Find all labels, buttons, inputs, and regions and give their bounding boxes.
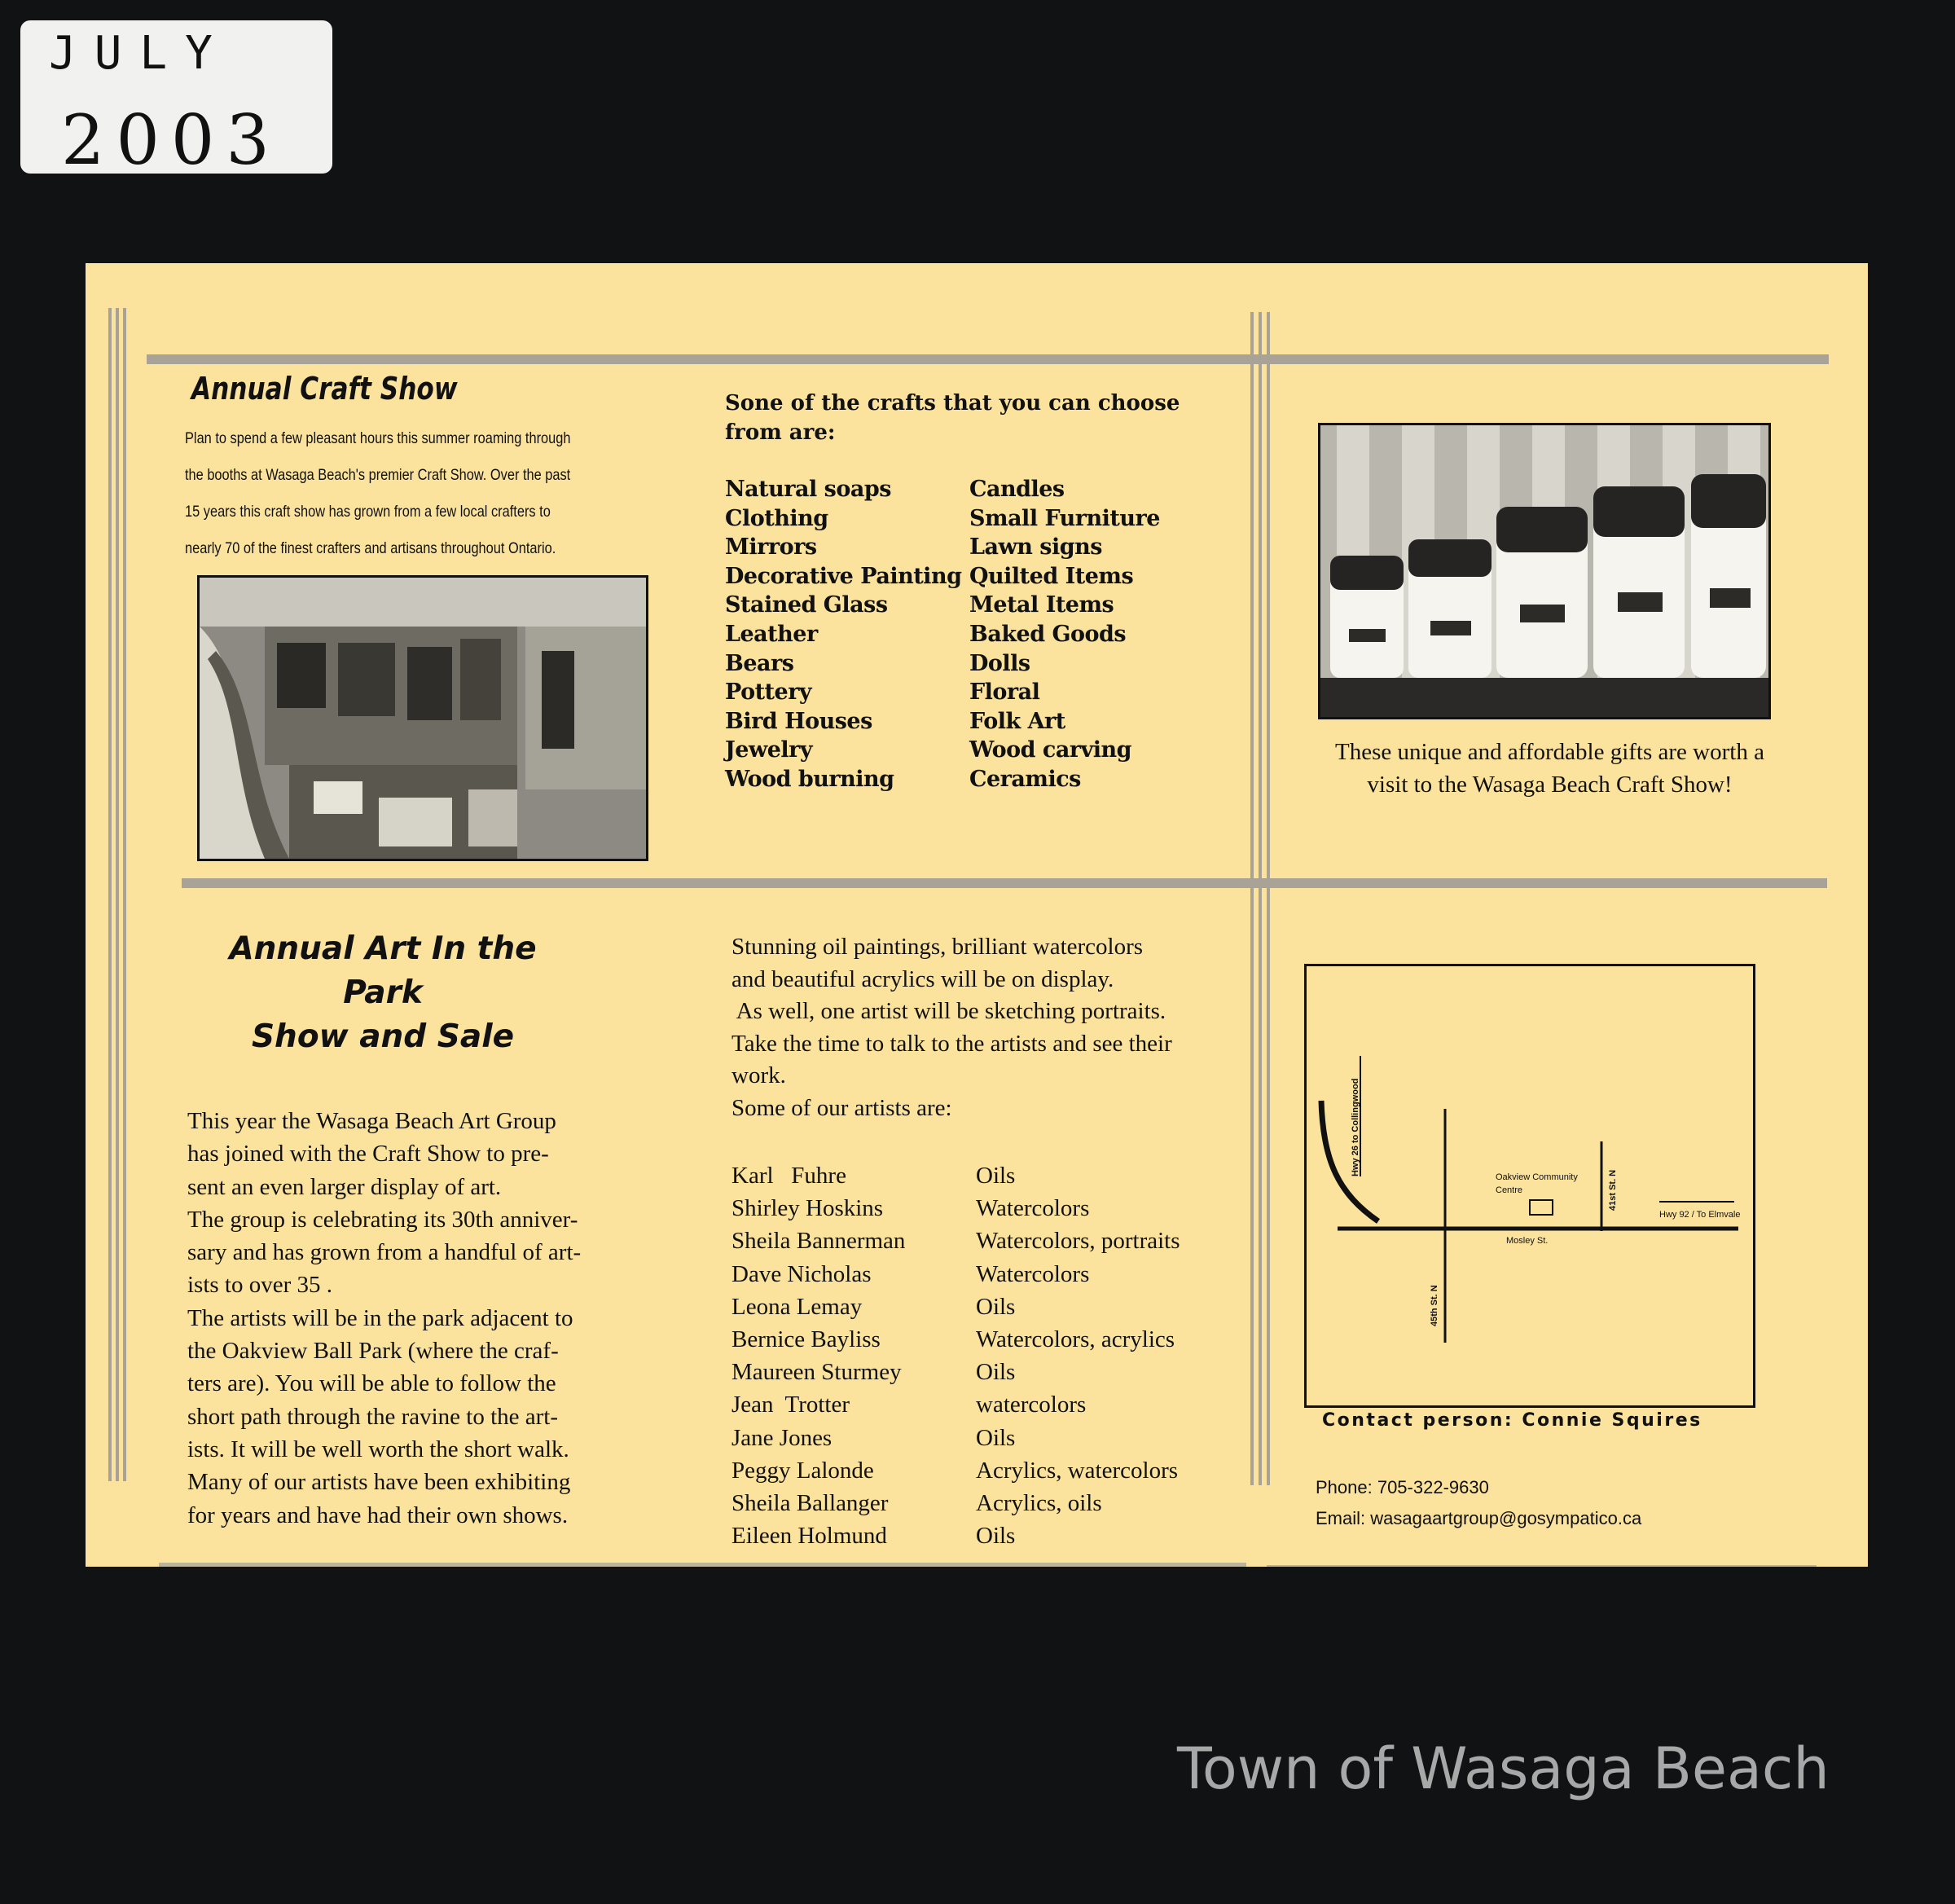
date-year: 2003 (61, 100, 281, 180)
map-label: Mosley St. (1506, 1236, 1549, 1246)
artist-medium: Acrylics, oils (976, 1490, 1102, 1517)
brochure-sheet (86, 263, 1868, 1567)
oakview-centre-marker (1530, 1200, 1553, 1215)
list-item (731, 1258, 1237, 1291)
list-item (731, 1454, 1237, 1487)
artist-name: Eileen Holmund (731, 1523, 887, 1550)
art-title-line: Annual Art In the (229, 930, 537, 967)
fold-line (1267, 312, 1270, 1485)
list-item: Small Furniture (969, 505, 1160, 531)
list-item: Quilted Items (969, 563, 1134, 589)
artists-list (731, 1159, 1237, 1552)
list-item: Folk Art (969, 708, 1065, 734)
map-label: Oakview Community (1496, 1172, 1578, 1182)
map-label: Hwy 26 to Collingwood (1351, 1078, 1360, 1176)
top-border (147, 354, 1829, 364)
body-line: for years and have had their own shows. (187, 1502, 569, 1528)
date-sticker (20, 20, 332, 180)
body-line: the Oakview Ball Park (where the craf- (187, 1338, 559, 1365)
hwy26-road (1321, 1101, 1378, 1221)
body-line: ists. It will be well worth the short walk. (187, 1436, 569, 1462)
craft-show-intro (185, 420, 664, 567)
artist-medium: watercolors (976, 1392, 1087, 1418)
list-item: Lawn signs (969, 534, 1102, 561)
artist-name: Sheila Bannerman (731, 1228, 906, 1255)
list-item (731, 1225, 1237, 1257)
list-item (731, 1291, 1237, 1323)
list-item: Mirrors (725, 534, 817, 561)
display-line: Take the time to talk to the artists and see their (731, 1030, 1172, 1057)
artist-name: Karl Fuhre (731, 1163, 846, 1189)
list-item (731, 1487, 1237, 1519)
art-show-title (224, 927, 542, 1059)
artist-medium: Watercolors (976, 1260, 1090, 1287)
body-line: The group is celebrating its 30th anniver- (187, 1206, 578, 1233)
artist-medium: Oils (976, 1293, 1016, 1320)
artist-name: Jane Jones (731, 1424, 833, 1451)
artist-medium: Acrylics, watercolors (976, 1457, 1179, 1484)
list-item: Decorative Painting (725, 563, 962, 589)
body-line: has joined with the Craft Show to pre- (187, 1141, 549, 1167)
bottom-border (159, 1563, 1246, 1567)
artist-medium: Watercolors (976, 1195, 1090, 1222)
list-item (731, 1519, 1237, 1552)
body-line: ists to over 35 . (187, 1272, 333, 1299)
list-item: Clothing (725, 505, 828, 531)
intro-line: Plan to spend a few pleasant hours this summer roaming through (185, 429, 571, 447)
art-show-body (187, 1105, 644, 1532)
location-map (1304, 964, 1755, 1408)
fold-line (1259, 312, 1262, 1485)
map-label: Hwy 92 / To Elmvale (1659, 1210, 1741, 1220)
artist-medium: Oils (976, 1424, 1016, 1451)
artist-name: Dave Nicholas (731, 1260, 872, 1287)
left-border-line (116, 308, 119, 1481)
list-item: Stained Glass (725, 592, 888, 618)
list-item (731, 1192, 1237, 1225)
contact-phone: Phone: 705-322-9630 (1316, 1477, 1489, 1497)
list-item: Floral (969, 679, 1040, 706)
artist-medium: Watercolors, portraits (976, 1228, 1180, 1255)
list-item: Dolls (969, 650, 1030, 676)
display-line: Some of our artists are: (731, 1094, 952, 1121)
list-item: Metal Items (969, 592, 1114, 618)
display-description (731, 931, 1269, 1124)
list-item: Baked Goods (969, 621, 1127, 647)
body-line: The artists will be in the park adjacent to (187, 1304, 573, 1331)
list-item: Wood burning (725, 766, 894, 792)
artist-name: Maureen Sturmey (731, 1359, 902, 1386)
list-item: Natural soaps (725, 477, 891, 502)
list-item (731, 1159, 1237, 1192)
intro-line: nearly 70 of the finest crafters and artisans throughout Ontario. (185, 539, 556, 557)
bottom-border (1267, 1565, 1817, 1567)
canisters-photo (1318, 423, 1771, 719)
body-line: Many of our artists have been exhibiting (187, 1469, 571, 1496)
craft-show-title: Annual Craft Show (191, 371, 458, 407)
artist-medium: Oils (976, 1523, 1016, 1550)
body-line: sary and has grown from a handful of art- (187, 1239, 582, 1266)
intro-line: 15 years this craft show has grown from a few local crafters to (185, 503, 551, 521)
list-item (731, 1356, 1237, 1388)
artist-name: Leona Lemay (731, 1293, 863, 1320)
left-border-line (108, 308, 112, 1481)
archive-watermark: Town of Wasaga Beach (1177, 1735, 1830, 1802)
intro-line: the booths at Wasaga Beach's premier Craft Show. Over the past (185, 466, 571, 484)
crafts-list-left (725, 475, 961, 794)
map-label: 45th St. N (1430, 1285, 1439, 1326)
date-month: JULY (49, 27, 231, 80)
list-item (731, 1323, 1237, 1356)
list-item (731, 1422, 1237, 1454)
list-item: Ceramics (969, 766, 1081, 792)
list-item: Pottery (725, 679, 812, 706)
body-line: sent an even larger display of art. (187, 1173, 502, 1200)
display-line: and beautiful acrylics will be on display. (731, 965, 1114, 992)
list-item: Bears (725, 650, 794, 676)
artist-medium: Oils (976, 1359, 1016, 1386)
body-line: short path through the ravine to the art- (187, 1403, 559, 1430)
contact-email: Email: wasagaartgroup@gosympatico.ca (1316, 1508, 1642, 1528)
list-item: Candles (969, 477, 1065, 502)
gifts-caption: These unique and affordable gifts are worth a visit to the Wasaga Beach Craft Show! (1335, 739, 1764, 798)
artist-medium: Watercolors, acrylics (976, 1326, 1175, 1353)
body-line: This year the Wasaga Beach Art Group (187, 1108, 556, 1134)
fold-line (1250, 312, 1254, 1485)
list-item: Bird Houses (725, 708, 872, 734)
art-title-line: Show and Sale (251, 1018, 515, 1055)
display-line: As well, one artist will be sketching portraits. (731, 998, 1166, 1024)
artist-name: Bernice Bayliss (731, 1326, 881, 1353)
list-item: Wood carving (969, 737, 1132, 763)
artist-name: Shirley Hoskins (731, 1195, 884, 1222)
list-item (731, 1388, 1237, 1421)
artist-name: Jean Trotter (731, 1392, 850, 1418)
contact-person: Contact person: Connie Squires (1322, 1410, 1702, 1431)
body-line: ters are). You will be able to follow the (187, 1370, 556, 1397)
artist-medium: Oils (976, 1163, 1016, 1189)
left-border-line (123, 308, 126, 1481)
map-label: Centre (1496, 1185, 1523, 1195)
crafts-heading: Sone of the crafts that you can choose from are: (725, 391, 1180, 445)
artist-name: Peggy Lalonde (731, 1457, 874, 1484)
list-item: Leather (725, 621, 818, 647)
crafts-list-right (969, 475, 1160, 794)
craft-booth-photo (197, 575, 648, 861)
artist-name: Sheila Ballanger (731, 1490, 889, 1517)
display-line: work. (731, 1062, 786, 1088)
display-line: Stunning oil paintings, brilliant watercolors (731, 934, 1144, 960)
list-item: Jewelry (725, 737, 813, 763)
middle-divider (182, 878, 1827, 888)
art-title-line: Park (343, 974, 423, 1011)
map-label: 41st St. N (1608, 1169, 1618, 1211)
